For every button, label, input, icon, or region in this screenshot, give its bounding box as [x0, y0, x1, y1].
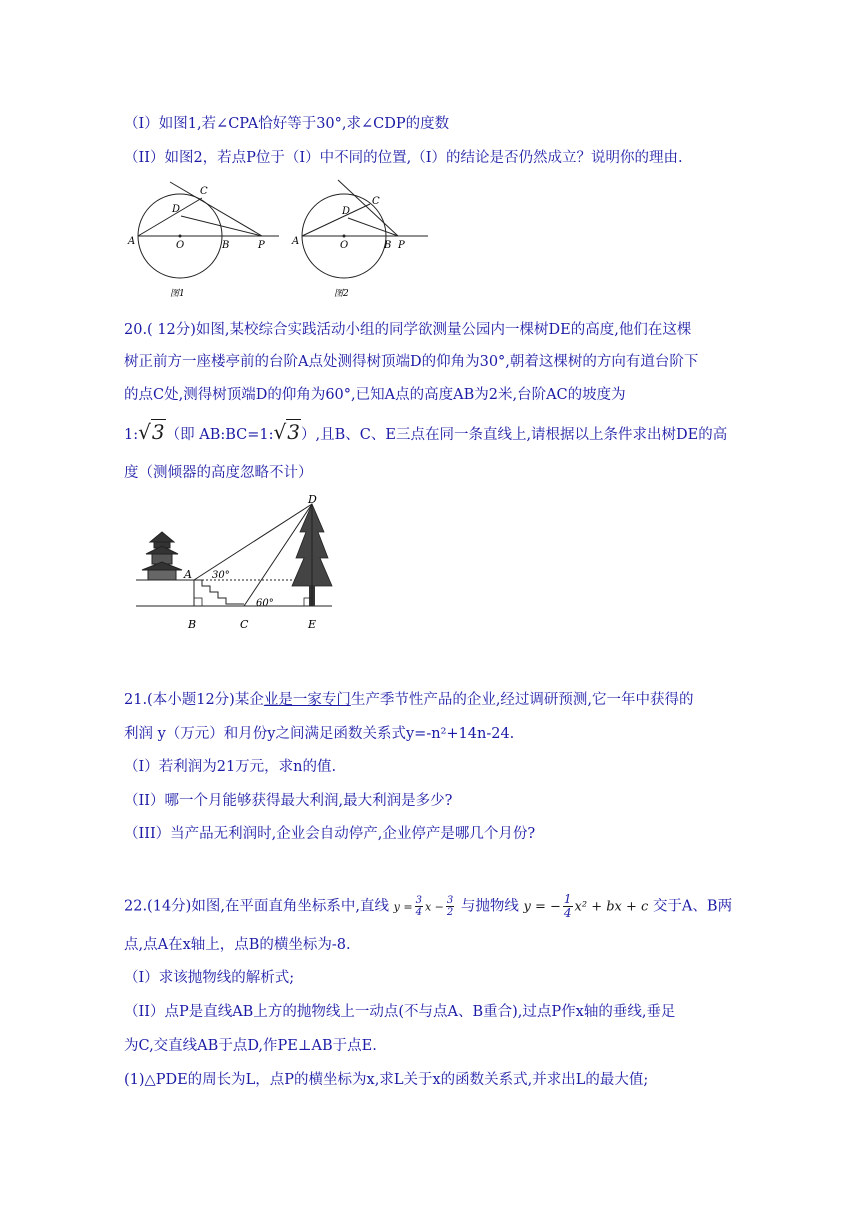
q21-part2: （II）哪一个月能够获得最大利润,最大利润是多少? [124, 793, 453, 809]
angle-30: 30° [212, 570, 230, 581]
frac-1-4 [563, 893, 573, 920]
q22-line1-pre: 22.(14分)如图,在平面直角坐标系中,直线 [124, 898, 390, 915]
sqrt-radicand-b: 3 [287, 420, 300, 444]
q22-line1 [124, 893, 732, 920]
eq2-rest: x² + bx + c [574, 899, 649, 915]
fig1-label-b: B [222, 240, 230, 251]
tree-label-a: A [184, 568, 192, 581]
tree-label-e: E [308, 618, 317, 631]
q21-line1-underlined: 业是一家专门 [263, 692, 351, 708]
fig2-label-b: B [384, 240, 392, 251]
q21-part1: （I）若利润为21万元，求n的值. [124, 759, 337, 775]
q20-line4-mid: （即 AB:BC=1: [165, 427, 274, 443]
sqrt-3: √3 [138, 420, 165, 444]
eq1-x: x − [424, 900, 444, 914]
q22-part2b: 为C,交直线AB于点D,作PE⊥AB于点E. [124, 1038, 377, 1054]
frac-3-4 [415, 895, 423, 918]
q21-line1 [124, 688, 694, 709]
sqrt-3-b: √3 [273, 420, 300, 444]
frac-den: 4 [415, 907, 422, 918]
fig2-caption: 图2 [334, 289, 349, 299]
q21-line1-post: 生产季节性产品的企业,经过调研预测,它一年中获得的 [350, 692, 694, 708]
q20-line4-post: ）,且B、C、E三点在同一条直线上,请根据以上条件求出树DE的高 [301, 427, 728, 443]
frac-num-3: 1 [563, 892, 572, 906]
fig1-label-o: O [176, 240, 185, 251]
fig1-label-d: D [172, 204, 181, 215]
q22-part2a: （II）点P是直线AB上方的抛物线上一动点(不与点A、B重合),过点P作x轴的垂线,垂足 [124, 1004, 676, 1020]
q22-part1: （I）求该抛物线的解析式; [124, 970, 295, 986]
fig1-caption: 图1 [170, 289, 185, 299]
fig2-label-p: P [398, 240, 405, 251]
q22-line1-mid: 与抛物线 [460, 898, 519, 915]
q20-line4 [124, 420, 727, 444]
fig2-label-a: A [292, 236, 300, 247]
q22-sub1: (1)△PDE的周长为L，点P的横坐标为x,求L关于x的函数关系式,并求出L的最大值; [124, 1072, 649, 1088]
q19-part1: （I）如图1,若∠CPA恰好等于30°,求∠CDP的度数 [124, 116, 450, 132]
q20-line4-pre: 1: [124, 427, 139, 443]
tree-label-c: C [240, 618, 249, 631]
frac-den-3: 4 [563, 906, 572, 920]
fig1-label-c: C [200, 186, 208, 197]
q19-part2: （II）如图2，若点P位于（I）中不同的位置,（I）的结论是否仍然成立？说明你的理由. [124, 150, 683, 166]
figure-tree [132, 492, 352, 640]
tree-label-b: B [188, 618, 197, 631]
fig2-label-c: C [372, 196, 380, 207]
fig1-label-a: A [128, 236, 136, 247]
pavilion-icon [142, 532, 182, 580]
figure-2 [290, 178, 440, 300]
q20-line1: 20.( 12分)如图,某校综合实践活动小组的同学欲测量公园内一棵树DE的高度,他们在这棵 [124, 322, 692, 338]
eq2-lhs: y = − [523, 899, 561, 915]
q21-line2: 利润 y（万元）和月份y之间满足函数关系式y=-n²+14n-24. [124, 726, 515, 742]
q21-part3: （III）当产品无利润时,企业会自动停产,企业停产是哪几个月份? [124, 826, 536, 842]
fig2-label-o: O [340, 240, 349, 251]
q21-line1-pre: 21.(本小题12分)某企 [124, 692, 264, 708]
sqrt-radicand: 3 [151, 420, 165, 444]
tree-label-d: D [308, 493, 317, 506]
eq1-lhs: y = [393, 900, 413, 914]
frac-den-2: 2 [446, 907, 454, 918]
frac-3-2 [446, 895, 454, 918]
q22-line2: 点,点A在x轴上，点B的横坐标为-8. [124, 937, 351, 953]
q22-line1-post: 交于A、B两 [652, 898, 733, 915]
q20-line5: 度（测倾器的高度忽略不计） [124, 465, 313, 481]
figure-1 [124, 178, 294, 300]
frac-num-2: 3 [446, 895, 454, 906]
q20-line2: 树正前方一座楼亭前的台阶A点处测得树顶端D的仰角为30°,朝着这棵树的方向有道台阶下 [124, 354, 699, 370]
fig2-label-d: D [342, 206, 351, 217]
angle-60: 60° [256, 598, 274, 609]
fig1-label-p: P [258, 240, 265, 251]
frac-num: 3 [415, 895, 422, 906]
q20-line3: 的点C处,测得树顶端D的仰角为60°,已知A点的高度AB为2米,台阶AC的坡度为 [124, 387, 626, 403]
